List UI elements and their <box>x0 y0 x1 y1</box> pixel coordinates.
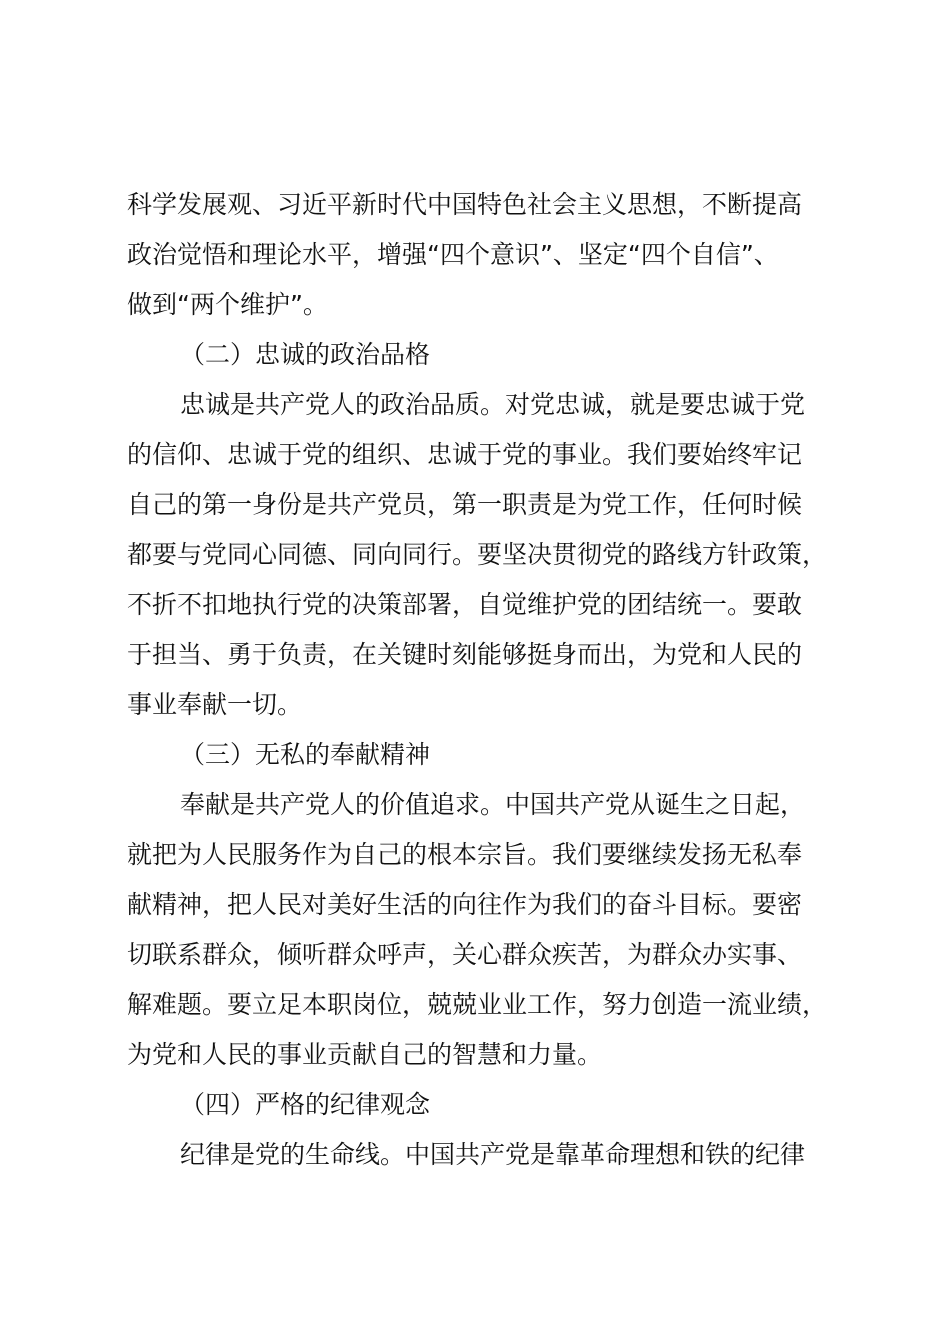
section-heading-3: （三）无私的奉献精神 <box>180 740 431 769</box>
section-heading-4: （四）严格的纪律观念 <box>180 1090 431 1119</box>
paragraph-line: 切联系群众，倾听群众呼声，关心群众疾苦，为群众办实事、 <box>127 940 803 969</box>
paragraph-line: 政治觉悟和理论水平，增强“四个意识”、坚定“四个自信”、 <box>127 240 779 269</box>
paragraph-line: 献精神，把人民对美好生活的向往作为我们的奋斗目标。要密 <box>127 890 803 919</box>
paragraph-line: 忠诚是共产党人的政治品质。对党忠诚，就是要忠诚于党 <box>180 390 806 419</box>
paragraph-line: 就把为人民服务作为自己的根本宗旨。我们要继续发扬无私奉 <box>127 840 803 869</box>
paragraph-line: 科学发展观、习近平新时代中国特色社会主义思想，不断提高 <box>127 190 803 219</box>
paragraph-line: 于担当、勇于负责，在关键时刻能够挺身而出，为党和人民的 <box>127 640 803 669</box>
paragraph-line: 都要与党同心同德、同向同行。要坚决贯彻党的路线方针政策， <box>127 540 828 569</box>
paragraph-line: 不折不扣地执行党的决策部署，自觉维护党的团结统一。要敢 <box>127 590 803 619</box>
section-heading-2: （二）忠诚的政治品格 <box>180 340 431 369</box>
paragraph-line: 的信仰、忠诚于党的组织、忠诚于党的事业。我们要始终牢记 <box>127 440 803 469</box>
paragraph-line: 做到“两个维护”。 <box>127 290 328 319</box>
paragraph-line: 纪律是党的生命线。中国共产党是靠革命理想和铁的纪律 <box>180 1140 806 1169</box>
paragraph-line: 奉献是共产党人的价值追求。中国共产党从诞生之日起， <box>180 790 806 819</box>
paragraph-line: 事业奉献一切。 <box>127 690 303 719</box>
paragraph-line: 自己的第一身份是共产党员，第一职责是为党工作，任何时候 <box>127 490 803 519</box>
paragraph-line: 为党和人民的事业贡献自己的智慧和力量。 <box>127 1040 603 1069</box>
paragraph-line: 解难题。要立足本职岗位，兢兢业业工作，努力创造一流业绩， <box>127 990 828 1019</box>
